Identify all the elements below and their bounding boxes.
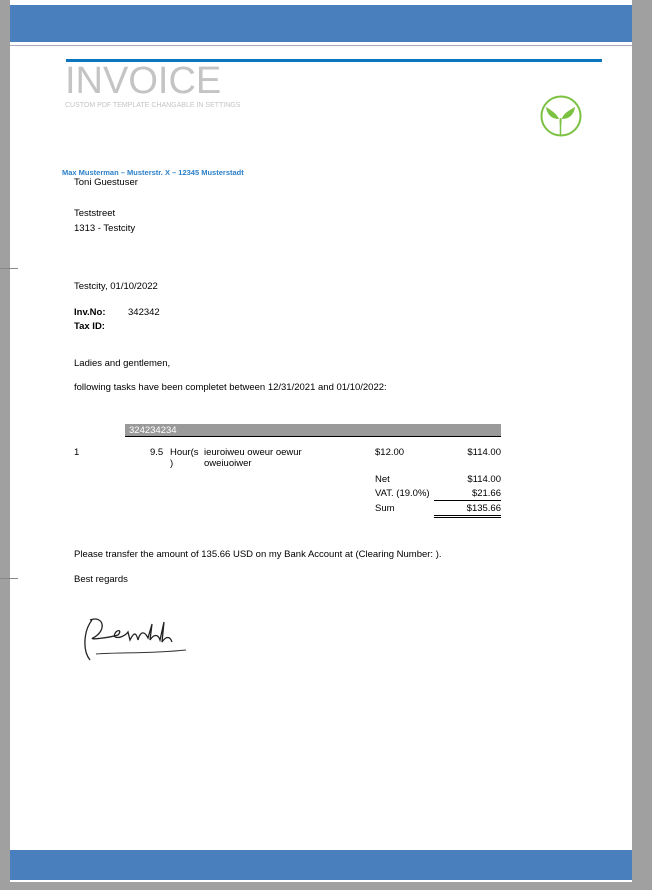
invoice-subtitle: CUSTOM PDF TEMPLATE CHANGABLE IN SETTINGS [65,102,241,109]
net-label: Net [375,474,390,485]
net-value: $114.00 [467,474,501,485]
vat-label: VAT. (19.0%) [375,488,430,499]
sum-rule [434,500,501,501]
row-price: $12.00 [375,447,405,458]
row-total: $114.00 [467,447,501,458]
transfer-text: Please transfer the amount of 135.66 USD on my Bank Account at (Clearing Number: ). [74,549,442,560]
invoice-page [10,0,632,882]
tax-id-label: Tax ID: [74,321,105,332]
fold-mark [0,578,18,579]
leaf-logo-icon [539,94,583,138]
closing: Best regards [74,574,128,585]
sender-line: Max Musterman – Musterstr. X – 12345 Musterstadt [62,168,244,177]
vat-value: $21.66 [471,488,501,499]
inv-no-label: Inv.No: [74,307,106,318]
row-pos: 1 [74,447,80,458]
recipient-street: Teststreet [74,208,116,219]
fold-mark [0,268,18,269]
inv-no: 342342 [128,307,160,318]
row-desc: ieuroiweu oweur oewur oweiuoiwer [204,447,302,469]
row-qty: 9.5 [150,447,164,458]
recipient-city: 1313 - Testcity [74,223,136,234]
sum-value: $135.66 [466,503,501,514]
row-unit: Hour(s ) [170,447,199,469]
place-date: Testcity, 01/10/2022 [74,281,158,292]
recipient-name: Toni Guestuser [74,177,138,188]
group-header: 324234234 [125,424,501,437]
invoice-title: INVOICE [65,60,222,102]
signature-image [78,610,188,670]
intro: following tasks have been completet between 12/31/2021 and 01/10/2022: [74,382,387,393]
sum-label: Sum [375,503,395,514]
footer-band [10,850,632,880]
greeting: Ladies and gentlemen, [74,358,171,369]
sum-double-rule [434,515,501,518]
header-band [10,5,632,42]
divider [10,45,632,46]
